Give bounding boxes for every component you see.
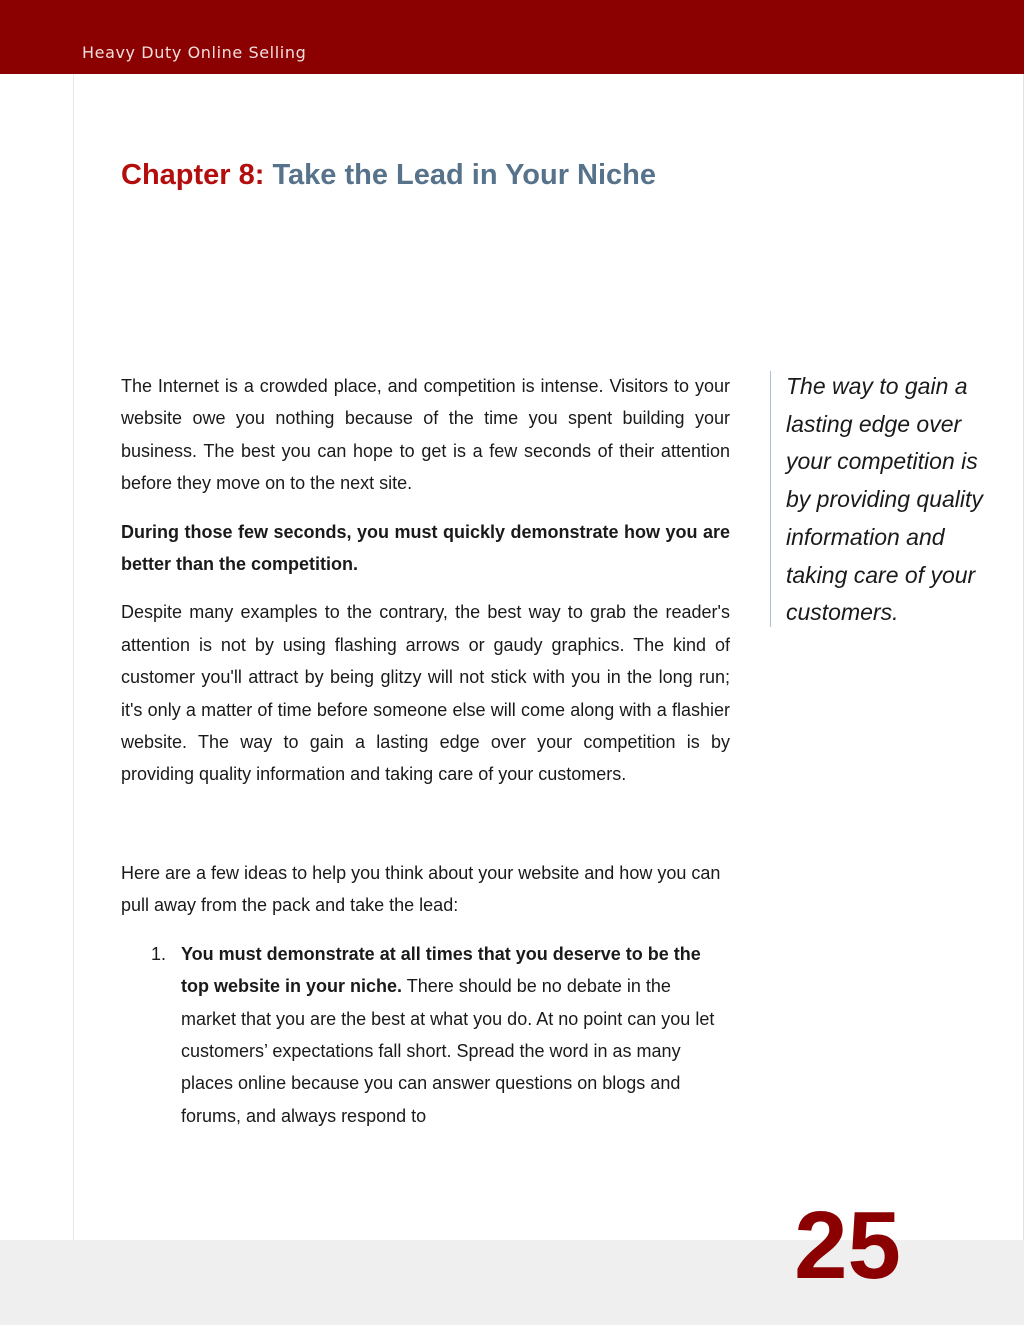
list-item-body [181,938,730,1132]
running-header-title: Heavy Duty Online Selling [82,43,307,62]
paragraph-attention: Despite many examples to the contrary, the best way to grab the reader's attention is not by using flashing arrows or gaudy graphics. The kind of customer you'll attract by being glitzy will not stick with you in the long run; it's only a matter of time before someone else will come along with a flashier website. The way to gain a lasting edge over your competition is by providing quality information and taking care of your customers. [121,602,730,785]
list-item [151,938,730,1132]
ideas-list [121,938,730,1132]
list-item-lead: You must demonstrate at all times that you deserve to be the top website in your niche. [181,943,701,997]
chapter-title: Take the Lead in Your Niche [272,159,657,191]
list-item-number: 1. [151,943,167,964]
paragraph-intro: The Internet is a crowded place, and competition is intense. Visitors to your website owe you nothing because of the time you spent building your business. The best you can hope to get is a few seconds of their attention before they move on to the next site. [121,376,730,494]
pullquote-rule [770,371,771,627]
chapter-heading [121,157,656,193]
left-margin-rule [73,74,74,1240]
paragraph-emphasis: During those few seconds, you must quickly demonstrate how you are better than the competition. [121,521,730,575]
paragraph-ideas-intro: Here are a few ideas to help you think about your website and how you can pull away from the pack and take the lead: [121,862,721,916]
header-bar [0,0,1024,74]
pullquote: The way to gain a lasting edge over your competition is by providing quality information and taking care of your customers. [786,373,983,626]
chapter-number: Chapter 8: [121,159,265,191]
page-number: 25 [794,1192,901,1299]
list-item-text: There should be no debate in the market that you are the best at what you do. At no point can you let customers’ expectations fall short. Spread the word in as many places online because you can answer questions on blogs and forums, and always respond to [181,976,715,1126]
main-text-column [121,370,730,1132]
